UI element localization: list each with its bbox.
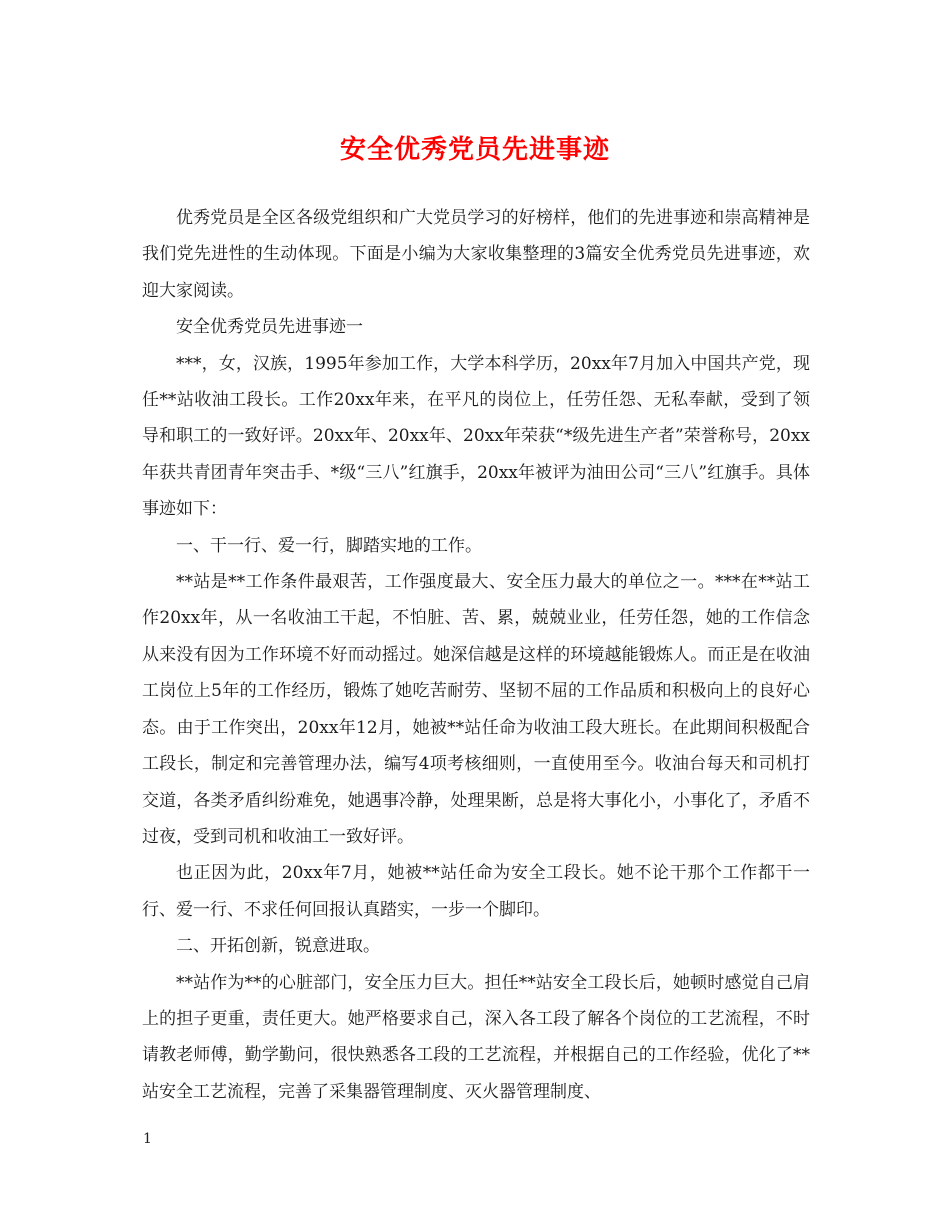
section-heading: 二、开拓创新，锐意进取。 [176, 936, 380, 957]
section-heading: 安全优秀党员先进事迹一 [176, 317, 363, 338]
paragraph: **站作为**的心脏部门，安全压力巨大。担任**站安全工段长后，她顿时感觉自己肩上的担子更重，责任更大。她严格要求自己，深入各工段了解各个岗位的工艺流程，不时请教老师傅，勤学勤问，很快熟悉各工段的工艺流程，并根据自己的工作经验，优化了**站安全工艺流程，完善了采集器管理制度、灭火器管理制度、 [142, 972, 810, 1102]
document-body [142, 200, 810, 1110]
page-number: 1 [143, 1131, 152, 1147]
paragraph: 也正因为此，20xx年7月，她被**站任命为安全工段长。她不论干那个工作都干一行、爱一行、不求任何回报认真踏实，一步一个脚印。 [142, 863, 810, 920]
document-title: 安全优秀党员先进事迹 [339, 135, 610, 165]
paragraph: ***，女，汉族，1995年参加工作，大学本科学历，20xx年7月加入中国共产党，现任**站收油工段长。工作20xx年来，在平凡的岗位上，任劳任怨、无私奉献，受到了领导和职工的一致好评。20xx年、20xx年、20xx年荣获“*级先进生产者”荣誉称号，20xx年获共青团青年突击手、*级“三八”红旗手，20xx年被评为油田公司“三八”红旗手。具体事迹如下： [142, 353, 810, 520]
paragraph: **站是**工作条件最艰苦，工作强度最大、安全压力最大的单位之一。***在**站工作20xx年，从一名收油工干起，不怕脏、苦、累，兢兢业业，任劳任怨，她的工作信念从来没有因为工作环境不好而动摇过。她深信越是这样的环境越能锻炼人。而正是在收油工岗位上5年的工作经历，锻炼了她吃苦耐劳、坚韧不屈的工作品质和积极向上的良好心态。由于工作突出，20xx年12月，她被**站任命为收油工段大班长。在此期间积极配合工段长，制定和完善管理办法，编写4项考核细则，一直使用至今。收油台每天和司机打交道，各类矛盾纠纷难免，她遇事冷静，处理果断，总是将大事化小，小事化了，矛盾不过夜，受到司机和收油工一致好评。 [142, 572, 810, 847]
paragraph: 优秀党员是全区各级党组织和广大党员学习的好榜样，他们的先进事迹和崇高精神是我们党先进性的生动体现。下面是小编为大家收集整理的3篇安全优秀党员先进事迹，欢迎大家阅读。 [142, 208, 810, 301]
section-heading: 一、干一行、爱一行，脚踏实地的工作。 [176, 535, 482, 556]
